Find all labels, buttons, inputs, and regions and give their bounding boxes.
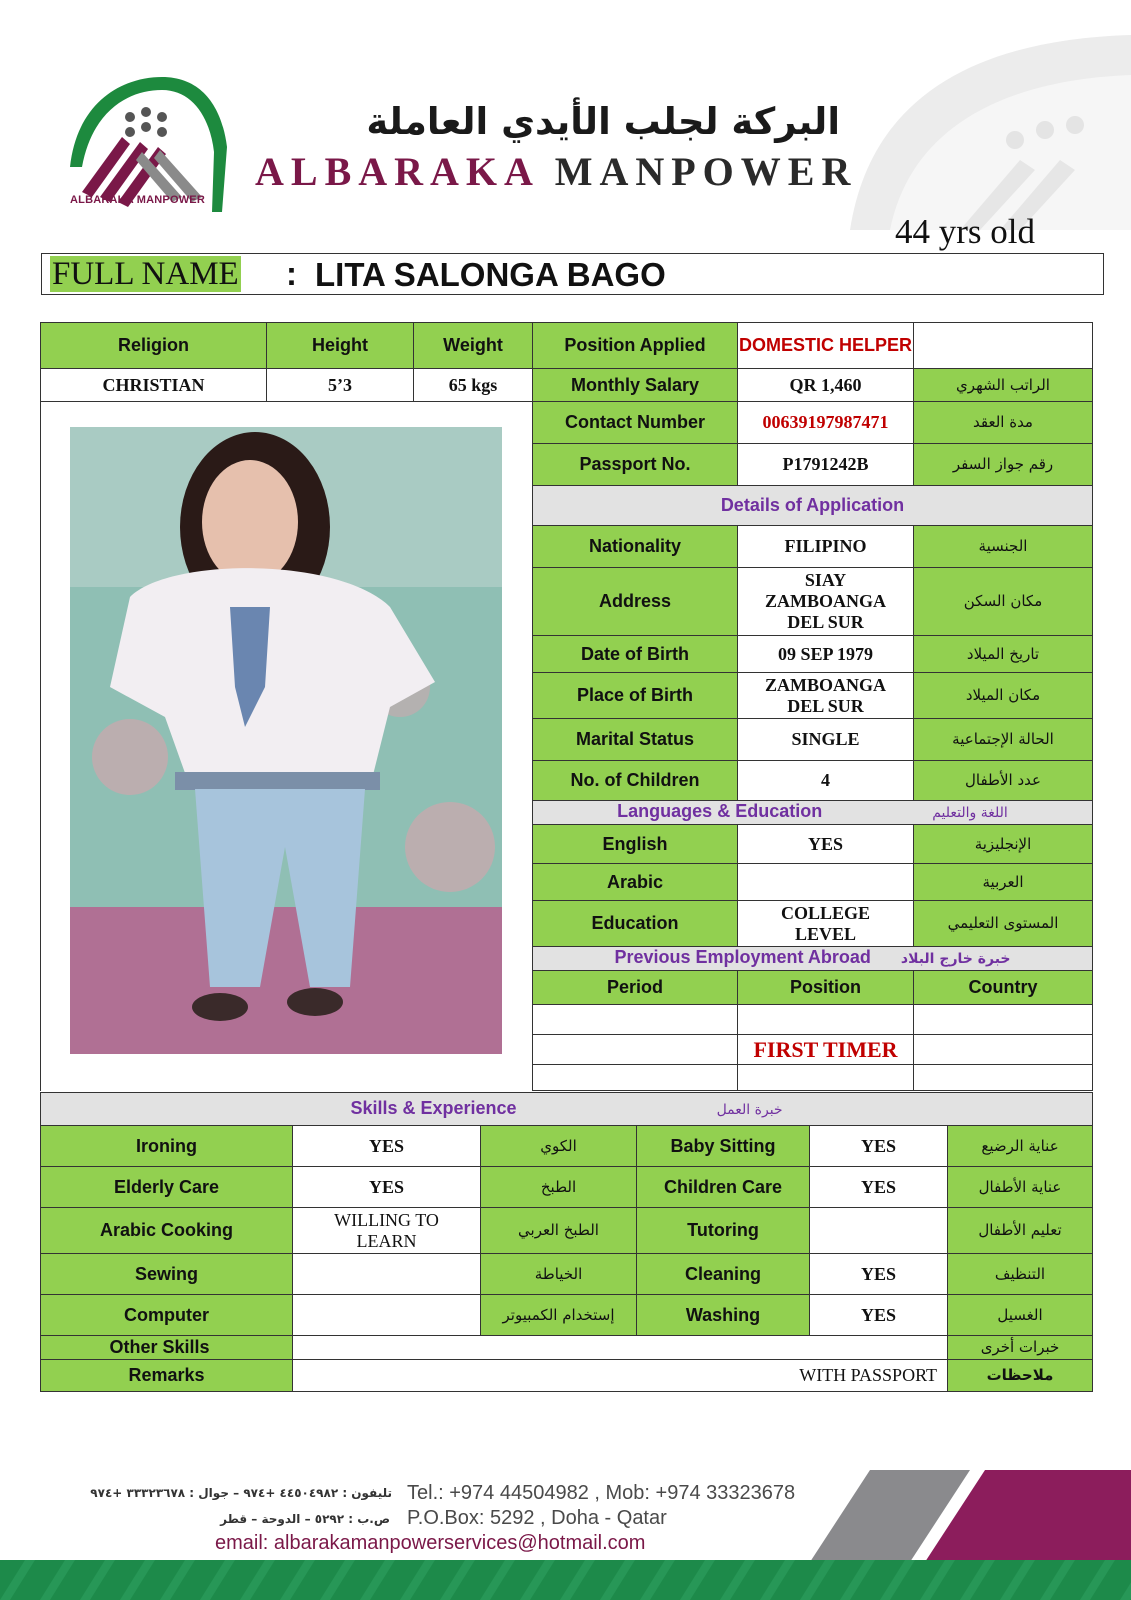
weight-value: 65 kgs [414,369,533,402]
company-name-part-2: MANPOWER [554,149,858,194]
remarks-value: WITH PASSPORT [293,1360,948,1392]
remarks-arabic: ملاحظات [948,1360,1093,1392]
footer [0,1470,1131,1600]
skill-value: WILLING TO LEARN [293,1208,481,1254]
position-column-header: Position [738,971,914,1005]
arabic-value [738,864,914,901]
details-section-header: Details of Application [533,486,1093,526]
marital-status-arabic: الحالة الإجتماعية [914,719,1093,761]
skill-arabic: التنظيف [948,1254,1093,1295]
skill-value: YES [293,1126,481,1167]
skill-arabic: الطبخ [481,1167,637,1208]
contact-number-value: 00639197987471 [738,402,914,444]
nationality-value: FILIPINO [738,526,914,568]
employment-cell [533,1065,738,1091]
blank-cell [914,323,1093,369]
skill-value: YES [293,1167,481,1208]
position-applied-value: DOMESTIC HELPER [738,323,914,369]
date-of-birth-label: Date of Birth [533,636,738,673]
skill-label: Washing [637,1295,810,1336]
contact-number-arabic: مدة العقد [914,402,1093,444]
skills-section-title: Skills & Experience [350,1097,517,1118]
employment-cell [914,1065,1093,1091]
skill-label: Children Care [637,1167,810,1208]
employment-cell [914,1035,1093,1065]
address-label: Address [533,568,738,636]
employment-section-title: Previous Employment Abroad [614,947,871,967]
footer-phone-arabic: تليفون : ٤٤٥٠٤٩٨٢ +٩٧٤ – جوال : ٣٣٣٢٣٦٧٨ +٩٧٤ [90,1486,392,1500]
passport-label: Passport No. [533,444,738,486]
footer-decoration [810,1470,1131,1562]
place-of-birth-value: ZAMBOANGA DEL SUR [738,673,914,719]
contact-number-label: Contact Number [533,402,738,444]
skill-value [810,1208,948,1254]
languages-section-title: Languages & Education [617,801,823,821]
education-arabic: المستوى التعليمي [914,901,1093,947]
date-of-birth-value: 09 SEP 1979 [738,636,914,673]
skills-section-header [41,1093,1093,1126]
skill-label: Baby Sitting [637,1126,810,1167]
full-name-colon: : [286,255,297,292]
age-label: 44 yrs old [895,212,1035,251]
english-label: English [533,825,738,864]
passport-arabic: رقم جواز السفر [914,444,1093,486]
monthly-salary-label: Monthly Salary [533,369,738,402]
skill-arabic: عناية الأطفال [948,1167,1093,1208]
logo-caption: ALBARAKA MANPOWER [70,194,205,206]
skill-label: Sewing [41,1254,293,1295]
address-value: SIAY ZAMBOANGA DEL SUR [738,568,914,636]
skill-label: Tutoring [637,1208,810,1254]
languages-section-header [533,801,1093,825]
other-skills-value [293,1336,948,1360]
skill-arabic: الطبخ العربي [481,1208,637,1254]
position-applied-header: Position Applied [533,323,738,369]
employment-cell [533,1005,738,1035]
applicant-photo [70,427,502,1054]
skill-arabic: عناية الرضيع [948,1126,1093,1167]
skill-value: YES [810,1126,948,1167]
skill-value [293,1254,481,1295]
education-label: Education [533,901,738,947]
employment-cell [738,1065,914,1091]
languages-section-arabic: اللغة والتعليم [932,805,1008,821]
weight-header: Weight [414,323,533,369]
date-of-birth-arabic: تاريخ الميلاد [914,636,1093,673]
employment-section-arabic: خبرة خارج البلاد [900,951,1011,967]
company-name-english [255,148,857,195]
skill-value: YES [810,1167,948,1208]
company-name-arabic: البركة لجلب الأيدي العاملة [366,100,840,143]
employment-cell [914,1005,1093,1035]
background-watermark [830,20,1131,230]
footer-pobox-arabic: ص.ب : ٥٢٩٢ – الدوحة – قطر [220,1512,390,1526]
passport-value: P1791242B [738,444,914,486]
footer-phone: Tel.: +974 44504982 , Mob: +974 33323678 [407,1482,796,1504]
footer-pobox: P.O.Box: 5292 , Doha - Qatar [407,1507,667,1529]
english-value: YES [738,825,914,864]
skill-arabic: إستخدام الكمبيوتر [481,1295,637,1336]
employment-section-header [533,947,1093,971]
height-header: Height [267,323,414,369]
religion-value: CHRISTIAN [41,369,267,402]
other-skills-label: Other Skills [41,1336,293,1360]
skill-arabic: الخياطة [481,1254,637,1295]
arabic-arabic: العربية [914,864,1093,901]
children-arabic: عدد الأطفال [914,761,1093,801]
full-name-value: LITA SALONGA BAGO [315,256,666,293]
children-value: 4 [738,761,914,801]
skill-label: Ironing [41,1126,293,1167]
skill-arabic: الكوي [481,1126,637,1167]
skill-label: Cleaning [637,1254,810,1295]
nationality-label: Nationality [533,526,738,568]
employment-cell [533,1035,738,1065]
arabic-label: Arabic [533,864,738,901]
skill-label: Arabic Cooking [41,1208,293,1254]
full-name-label: FULL NAME [52,256,239,292]
place-of-birth-arabic: مكان الميلاد [914,673,1093,719]
monthly-salary-value: QR 1,460 [738,369,914,402]
religion-header: Religion [41,323,267,369]
skill-value: YES [810,1254,948,1295]
nationality-arabic: الجنسية [914,526,1093,568]
skill-value: YES [810,1295,948,1336]
address-arabic: مكان السكن [914,568,1093,636]
monthly-salary-arabic: الراتب الشهري [914,369,1093,402]
children-label: No. of Children [533,761,738,801]
english-arabic: الإنجليزية [914,825,1093,864]
skills-section-arabic: خبرة العمل [716,1101,783,1118]
skill-label: Computer [41,1295,293,1336]
other-skills-arabic: خبرات أخرى [948,1336,1093,1360]
footer-green-band [0,1560,1131,1600]
employment-cell [738,1005,914,1035]
first-timer-note: FIRST TIMER [738,1035,914,1065]
skill-label: Elderly Care [41,1167,293,1208]
skills-table [40,1092,1093,1392]
remarks-label: Remarks [41,1360,293,1392]
marital-status-label: Marital Status [533,719,738,761]
period-column-header: Period [533,971,738,1005]
education-value: COLLEGE LEVEL [738,901,914,947]
skill-value [293,1295,481,1336]
company-logo [62,72,237,212]
place-of-birth-label: Place of Birth [533,673,738,719]
footer-email: email: albarakamanpowerservices@hotmail.com [215,1532,646,1554]
skill-arabic: تعليم الأطفال [948,1208,1093,1254]
marital-status-value: SINGLE [738,719,914,761]
height-value: 5’3 [267,369,414,402]
company-name-part-1: ALBARAKA [255,149,538,194]
skill-arabic: الغسيل [948,1295,1093,1336]
full-name-box [41,253,1104,295]
country-column-header: Country [914,971,1093,1005]
